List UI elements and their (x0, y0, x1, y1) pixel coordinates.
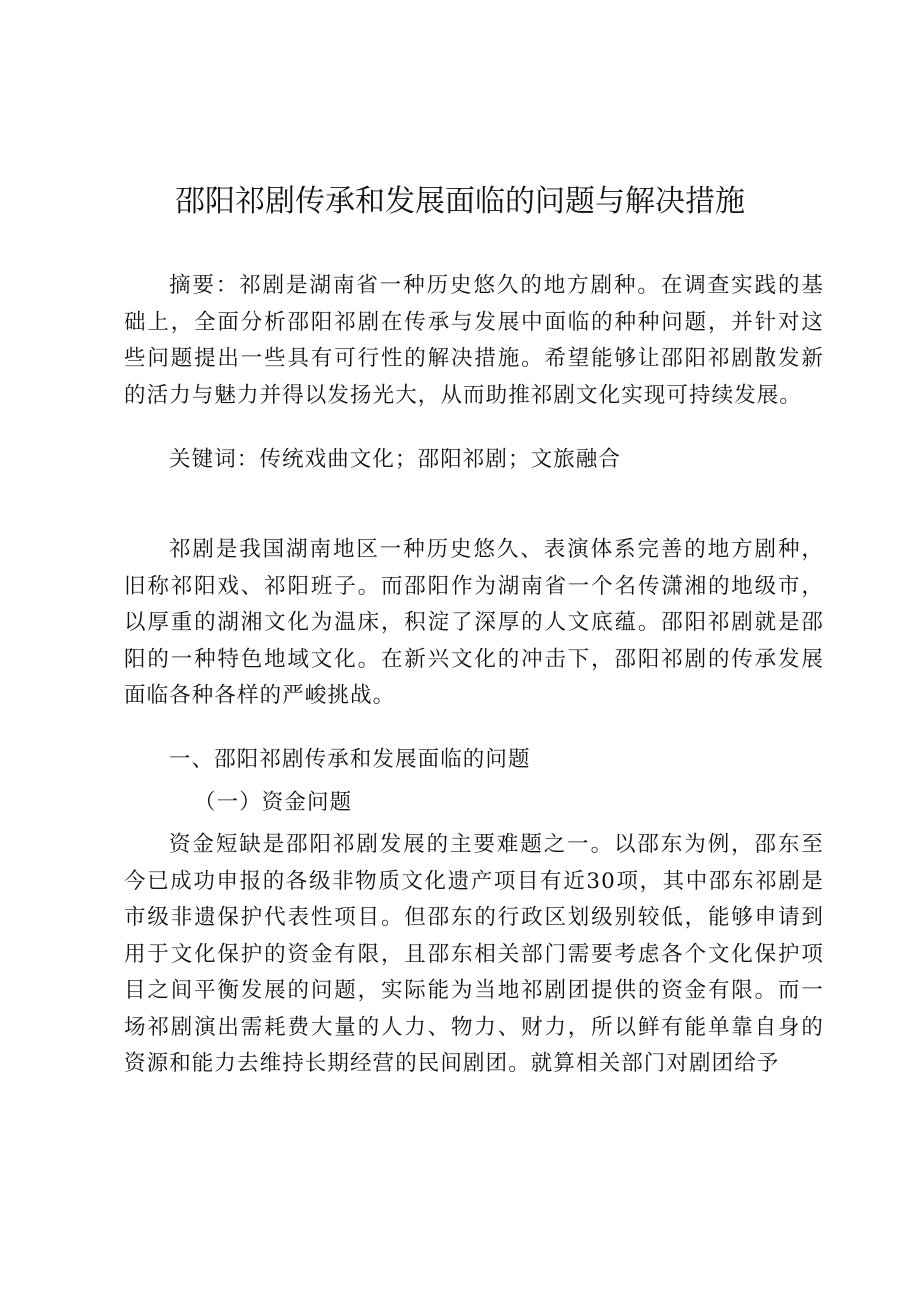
abstract-paragraph: 摘要：祁剧是湖南省一种历史悠久的地方剧种。在调查实践的基础上，全面分析邵阳祁剧在传承与发展中面临的种种问题，并针对这些问题提出一些具有可行性的解决措施。希望能够让邵阳祁剧散发新的活力与魅力并得以发扬光大，从而助推祁剧文化实现可持续发展。 (124, 273, 824, 408)
keywords-line: 关键词：传统戏曲文化；邵阳祁剧；文旅融合 (169, 447, 622, 472)
body-paragraph: 资金短缺是邵阳祁剧发展的主要难题之一。以邵东为例，邵东至今已成功申报的各级非物质文化遗产项目有近30项，其中邵东祁剧是市级非遗保护代表性项目。但邵东的行政区划级别较低，能够申请到用于文化保护的资金有限，且邵东相关部门需要考虑各个文化保护项目之间平衡发展的问题，实际能为当地祁剧团提供的资金有限。而一场祁剧演出需耗费大量的人力、物力、财力，所以鲜有能单靠自身的资源和能力去维持长期经营的民间剧团。就算相关部门对剧团给予 (124, 832, 824, 1076)
intro-paragraph: 祁剧是我国湖南地区一种历史悠久、表演体系完善的地方剧种，旧称祁阳戏、祁阳班子。而邵阳作为湖南省一个名传潇湘的地级市，以厚重的湖湘文化为温床，积淀了深厚的人文底蕴。邵阳祁剧就是邵阳的一种特色地域文化。在新兴文化的冲击下，邵阳祁剧的传承发展面临各种各样的严峻挑战。 (124, 537, 824, 708)
section-heading: 一、邵阳祁剧传承和发展面临的问题 (169, 747, 531, 772)
subsection-heading: （一）资金问题 (194, 790, 353, 815)
page-title: 邵阳祁剧传承和发展面临的问题与解决措施 (175, 184, 745, 219)
